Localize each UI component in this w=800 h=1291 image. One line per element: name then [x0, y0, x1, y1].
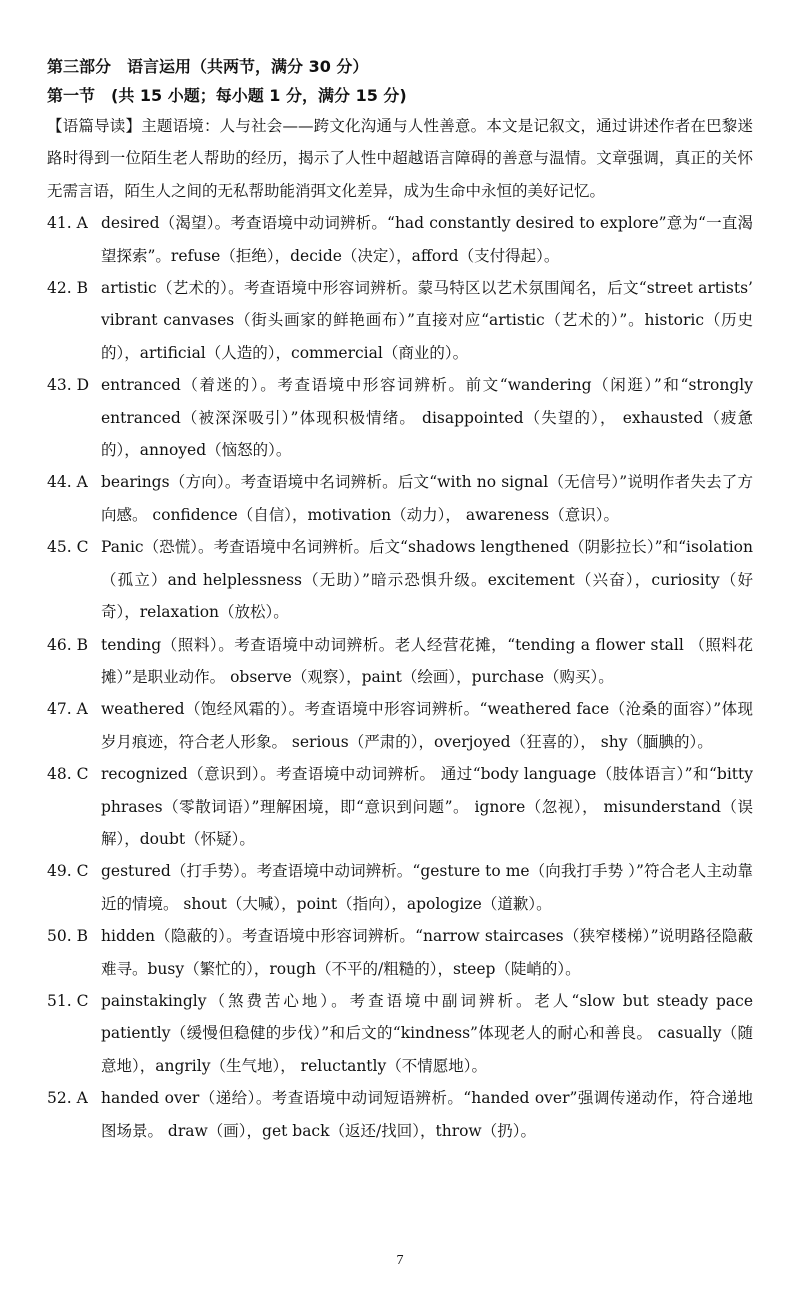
answer-number: 51. C [47, 991, 89, 1010]
answer-explanation: artistic（艺术的）。考查语境中形容词辨析。蒙马特区以艺术氛围闻名，后文“street artists’ vibrant canvases（街头画家的鲜艳画布）”直接对应“artistic（艺术的）”。historic（历史的），artificial（人造的），commercial（商业的）。 [101, 279, 753, 362]
answer-explanation: handed over（递给）。考查语境中动词短语辨析。“handed over”强调传递动作，符合递地图场景。 draw（画），get back（返还/找回），throw（扔）。 [101, 1089, 753, 1140]
answer-number: 49. C [47, 862, 89, 881]
page-number: 7 [396, 1253, 404, 1268]
answer-item [47, 693, 753, 758]
answer-item [47, 531, 753, 628]
answer-explanation: gestured（打手势）。考查语境中动词辨析。“gesture to me（向我打手势 ）”符合老人主动靠近的情境。 shout（大喊），point（指向），apologize（道歉）。 [101, 862, 753, 913]
answer-number: 50. B [47, 927, 88, 946]
answer-item [47, 920, 753, 985]
answer-item [47, 629, 753, 694]
answer-number: 42. B [47, 279, 88, 298]
answer-number: 45. C [47, 538, 89, 557]
answer-number: 44. A [47, 473, 88, 492]
answer-number: 46. B [47, 635, 88, 654]
answer-item [47, 855, 753, 920]
subsection-title: 第一节 (共 15 小题；每小题 1 分，满分 15 分) [47, 86, 407, 105]
answer-explanation: desired（渴望）。考查语境中动词辨析。“had constantly desired to explore”意为“一直渴望探索”。refuse（拒绝），decide（决定），afford（支付得起）。 [101, 214, 753, 265]
answer-explanation: tending（照料）。考查语境中动词辨析。老人经营花摊，“tending a flower stall （照料花摊）”是职业动作。 observe（观察），paint（绘画），purchase（购买）。 [101, 635, 753, 686]
answer-list [47, 207, 753, 1147]
answer-item [47, 272, 753, 369]
section-title: 第三部分 语言运用（共两节，满分 30 分） [47, 57, 369, 76]
answer-item [47, 985, 753, 1082]
guide-text: 主题语境：人与社会——跨文化沟通与人性善意。本文是记叙文，通过讲述作者在巴黎迷路时得到一位陌生老人帮助的经历，揭示了人性中超越语言障碍的善意与温情。文章强调，真正的关怀无需言语，陌生人之间的无私帮助能消弭文化差异，成为生命中永恒的美好记忆。 [47, 117, 753, 200]
answer-item [47, 1082, 753, 1147]
passage-guide [47, 110, 753, 207]
answer-explanation: recognized（意识到）。考查语境中动词辨析。 通过“body language（肢体语言）”和“bitty phrases（零散词语）”理解困境，即“意识到问题”。 ignore（忽视）， misunderstand（误解），doubt（怀疑）。 [101, 765, 753, 848]
answer-explanation: bearings（方向）。考查语境中名词辨析。后文“with no signal（无信号）”说明作者失去了方向感。 confidence（自信），motivation（动力）， awareness（意识）。 [101, 473, 753, 524]
answer-item [47, 207, 753, 272]
answer-explanation: painstakingly（煞费苦心地）。考查语境中副词辨析。老人“slow but steady pace patiently（缓慢但稳健的步伐）”和后文的“kindness”体现老人的耐心和善良。 casually（随意地），angrily（生气地）， reluctantly（不情愿地）。 [101, 991, 753, 1075]
answer-item [47, 369, 753, 466]
answer-number: 41. A [47, 214, 88, 233]
answer-explanation: Panic（恐慌）。考查语境中名词辨析。后文“shadows lengthened（阴影拉长）”和“isolation（孤立）and helplessness（无助）”暗示恐惧升级。excitement（兴奋），curiosity（好奇），relaxation（放松）。 [101, 538, 753, 622]
answer-explanation: entranced（着迷的）。考查语境中形容词辨析。前文“wandering（闲逛）”和“strongly entranced（被深深吸引）”体现积极情绪。 disappointed（失望的）， exhausted（疲惫的），annoyed（恼怒的）。 [101, 376, 753, 460]
answer-number: 47. A [47, 700, 88, 719]
guide-tag: 【语篇导读】 [47, 117, 142, 135]
answer-page [47, 52, 753, 1147]
answer-item [47, 758, 753, 855]
answer-number: 52. A [47, 1089, 88, 1108]
answer-number: 48. C [47, 765, 89, 784]
answer-explanation: hidden（隐蔽的）。考查语境中形容词辨析。“narrow staircases（狭窄楼梯）”说明路径隐蔽难寻。busy（繁忙的），rough（不平的/粗糙的），steep（陡峭的）。 [101, 927, 753, 978]
answer-number: 43. D [47, 376, 90, 395]
answer-item [47, 466, 753, 531]
answer-explanation: weathered（饱经风霜的）。考查语境中形容词辨析。“weathered face（沧桑的面容）”体现岁月痕迹，符合老人形象。 serious（严肃的），overjoyed（狂喜的）， shy（腼腆的）。 [101, 700, 753, 751]
